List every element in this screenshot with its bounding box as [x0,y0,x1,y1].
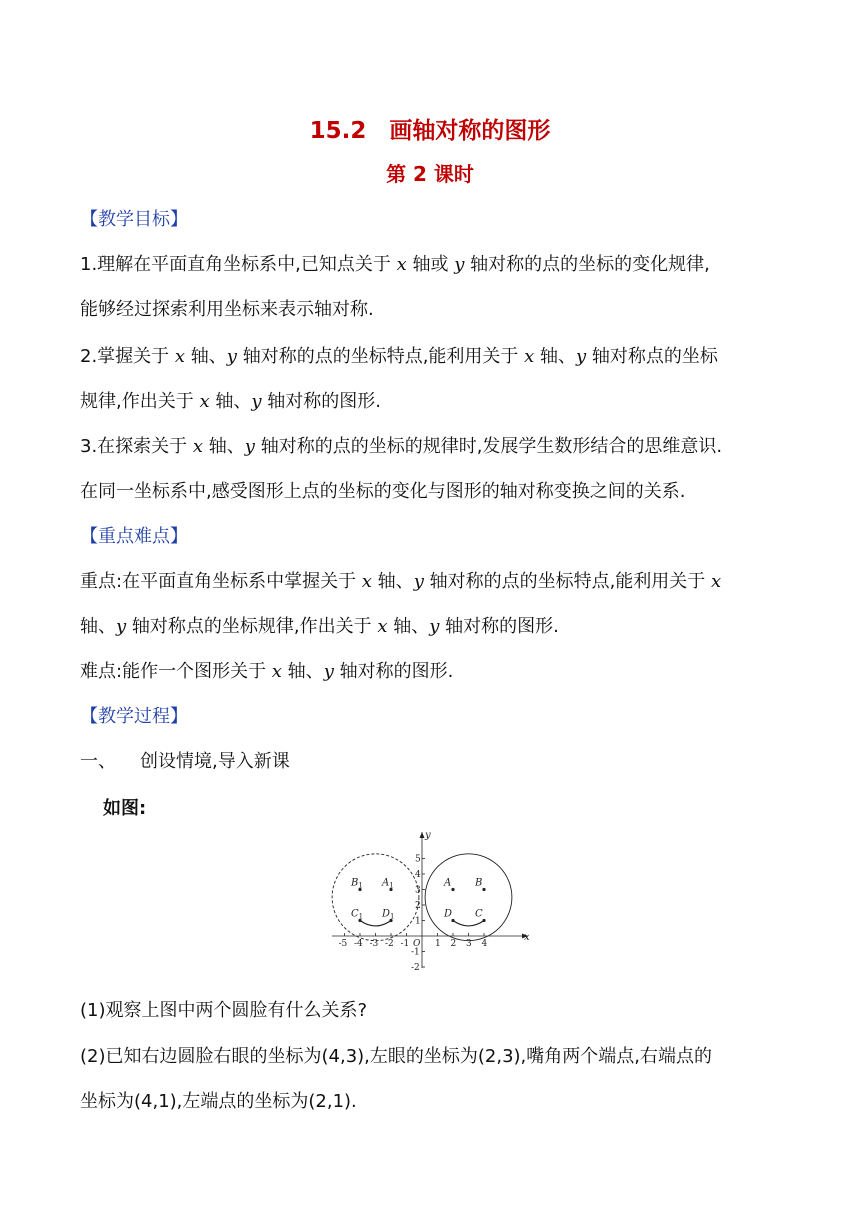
y-tick-label: -1 [411,947,420,958]
page-subtitle: 第 2 课时 [386,162,474,186]
question-1: (1)观察上图中两个圆脸有什么关系? [80,1000,368,1021]
point-label: $A_1$ [382,877,394,890]
point-label: B [475,877,483,889]
point-label: $C_1$ [351,908,364,921]
left-face-circle [332,854,419,941]
y-axis-arrow [420,832,425,838]
x-axis-label: x [524,932,530,943]
goal-3-line-2: 在同一坐标系中,感受图形上点的坐标的变化与图形的轴对称变换之间的关系. [80,481,686,502]
right-face-mouth [453,921,484,926]
section-heading-key-points: 【重点难点】 [80,526,188,547]
y-tick-label: 2 [415,901,421,911]
point-B [482,888,485,891]
y-tick-label: 3 [415,885,421,896]
x-tick-label: -2 [385,939,394,949]
section-heading-process: 【教学过程】 [80,706,188,727]
point-label: D [444,908,453,920]
goal-1-line-1: 1.理解在平面直角坐标系中,已知点关于 x 轴或 y 轴对称的点的坐标的变化规律, [80,254,710,275]
x-tick-label: 1 [435,939,441,949]
section-heading-goals: 【教学目标】 [80,209,188,230]
right-face-circle [425,854,512,941]
key-point-line-1: 重点:在平面直角坐标系中掌握关于 x 轴、y 轴对称的点的坐标特点,能利用关于 x [80,571,722,592]
x-tick-label: -3 [369,939,379,949]
y-axis-label: y [425,830,431,841]
difficulty-line: 难点:能作一个图形关于 x 轴、y 轴对称的图形. [80,661,454,682]
x-tick-label: -4 [354,939,363,949]
y-tick-label: -2 [411,963,420,973]
goal-3-line-1: 3.在探索关于 x 轴、y 轴对称的点的坐标的规律时,发展学生数形结合的思维意识. [80,436,723,457]
x-tick-label: 2 [450,939,457,949]
point-label: $B_1$ [351,877,363,890]
step-1-heading: 一、 创设情境,导入新课 [80,751,290,772]
key-point-line-2: 轴、y 轴对称点的坐标规律,作出关于 x 轴、y 轴对称的图形. [80,616,559,637]
point-label: C [475,908,483,920]
y-tick-label: 1 [415,916,421,927]
goal-2-line-2: 规律,作出关于 x 轴、y 轴对称的图形. [80,391,381,412]
x-tick-label: 3 [466,939,472,949]
x-tick-label: 4 [481,939,488,949]
question-2-line-2: 坐标为(4,1),左端点的坐标为(2,1). [80,1091,357,1112]
figure-caption: 如图: [103,798,147,819]
y-tick-label: 4 [415,870,421,880]
coordinate-figure [330,828,535,973]
x-tick-label: -5 [338,939,348,949]
left-face-mouth [360,921,391,926]
x-tick-label: -1 [400,939,410,949]
goal-2-line-1: 2.掌握关于 x 轴、y 轴对称的点的坐标特点,能利用关于 x 轴、y 轴对称点的坐标 [80,346,718,367]
question-2-line-1: (2)已知右边圆脸右眼的坐标为(4,3),左眼的坐标为(2,3),嘴角两个端点,右端点的 [80,1046,713,1067]
y-tick-label: 5 [415,854,421,865]
page-title: 15.2 画轴对称的图形 [309,118,551,144]
point-A [451,888,454,891]
point-label: A [444,877,452,889]
goal-1-line-2: 能够经过探索利用坐标来表示轴对称. [80,299,374,320]
point-label: $D_1$ [382,908,395,921]
origin-label: O [413,939,421,949]
